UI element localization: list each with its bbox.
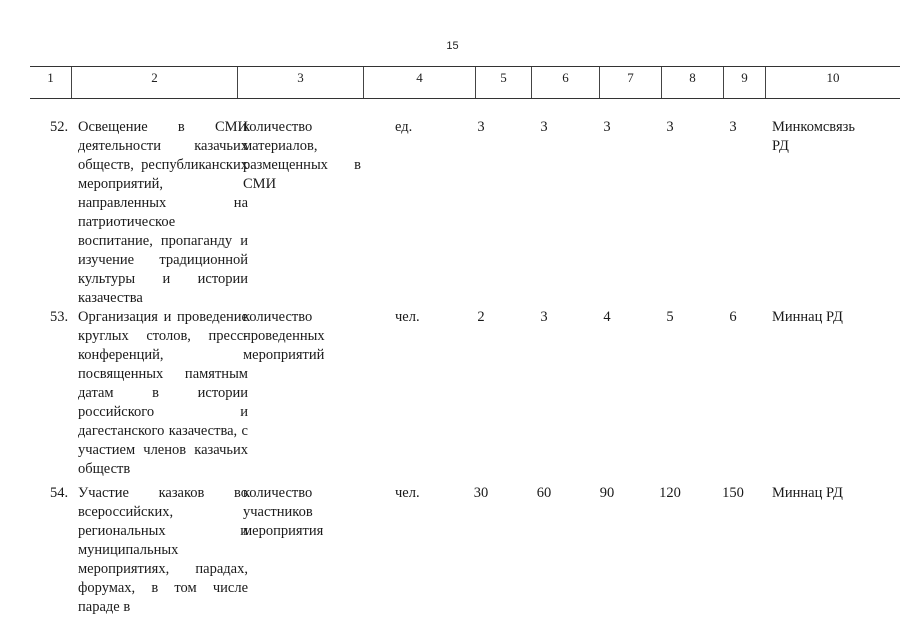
header-col-1: 1 — [30, 67, 72, 98]
row-number: 52. — [50, 119, 69, 135]
header-col-3: 3 — [238, 67, 364, 98]
row-value-col9: 6 — [729, 309, 737, 325]
row-value-col7: 4 — [603, 309, 611, 325]
row-value-col6: 3 — [540, 309, 548, 325]
row-unit: чел. — [395, 309, 420, 325]
row-unit: ед. — [395, 119, 413, 135]
row-number: 53. — [50, 309, 69, 325]
row-value-col6: 3 — [540, 119, 548, 135]
table-header — [30, 66, 900, 99]
row-value-col9: 150 — [722, 485, 744, 501]
row-indicator: количество участников мероприятия — [243, 485, 324, 539]
row-executor: Минкомсвязь РД — [772, 119, 855, 154]
header-col-6: 6 — [532, 67, 600, 98]
row-value-col9: 3 — [729, 119, 737, 135]
header-col-10: 10 — [826, 70, 840, 85]
row-indicator: количество материалов, размещенных в СМИ — [243, 119, 361, 192]
row-unit: чел. — [395, 485, 420, 501]
header-col-7: 7 — [600, 67, 662, 98]
row-description: Участие казаков во всероссийских, региональных и муниципальных мероприятиях, парадах, форумах, в том числе параде в — [78, 485, 248, 615]
header-col-5: 5 — [476, 67, 532, 98]
page-number: 15 — [446, 40, 459, 52]
header-col-4: 4 — [364, 67, 476, 98]
row-number: 54. — [50, 485, 69, 501]
row-executor: Миннац РД — [772, 309, 843, 325]
header-col-2: 2 — [72, 67, 238, 98]
row-executor: Миннац РД — [772, 485, 843, 501]
row-value-col8: 3 — [666, 119, 674, 135]
row-value-col7: 90 — [599, 485, 615, 501]
row-value-col5: 3 — [477, 119, 485, 135]
row-value-col6: 60 — [536, 485, 552, 501]
row-value-col8: 5 — [666, 309, 674, 325]
row-description: Организация и проведение круглых столов, пресс-конференций, посвященных памятным датам в истории российского и дагестанского казачества, с участием членов казачьих обществ — [78, 309, 248, 477]
header-col-8: 8 — [662, 67, 724, 98]
row-value-col5: 30 — [473, 485, 489, 501]
header-col-9: 9 — [724, 67, 766, 98]
row-value-col8: 120 — [659, 485, 681, 501]
row-description: Освещение в СМИ деятельности казачьих обществ, республиканских мероприятий, направленных на патриотическое воспитание, пропаганду и изучение традиционной культуры и истории казачества — [78, 119, 248, 306]
row-value-col7: 3 — [603, 119, 611, 135]
row-indicator: количество проведенных мероприятий — [243, 309, 325, 363]
row-value-col5: 2 — [477, 309, 485, 325]
